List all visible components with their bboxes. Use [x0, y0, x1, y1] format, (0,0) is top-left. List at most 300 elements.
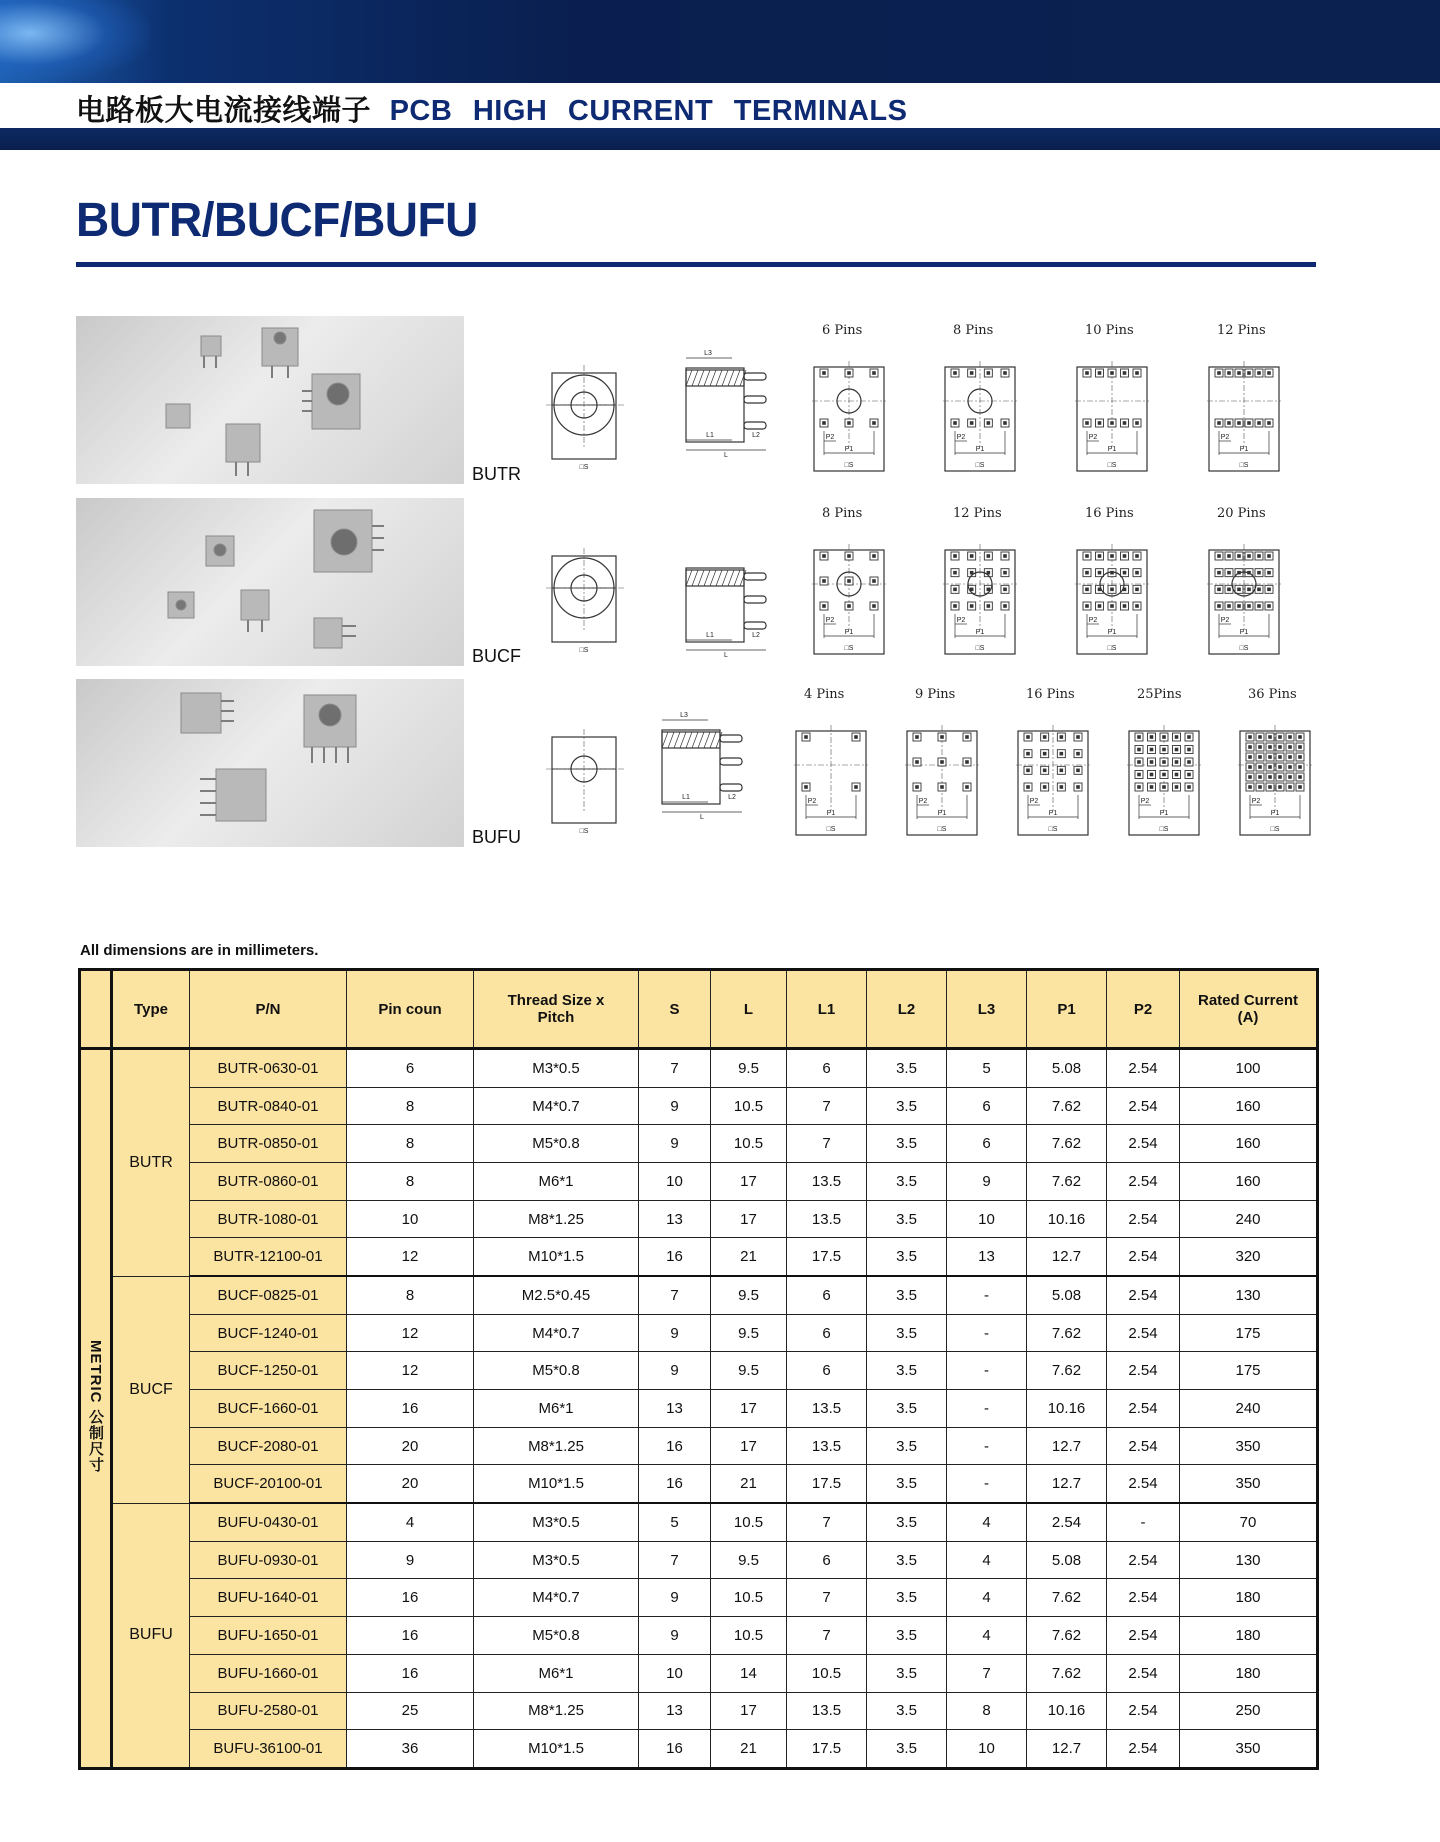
dim-p1-label: P1: [844, 446, 854, 453]
table-cell: 4: [947, 1541, 1027, 1579]
part-number-cell: BUTR-0630-01: [190, 1049, 347, 1088]
table-row: [80, 1200, 1318, 1238]
table-cell: 3.5: [867, 1276, 947, 1314]
table-cell: 6: [947, 1087, 1027, 1125]
table-cell: 9: [639, 1352, 711, 1390]
dim-s-label: □S: [579, 647, 589, 654]
table-cell: 12: [347, 1352, 474, 1390]
dim-s-label: □S: [844, 645, 854, 652]
dim-s-label: □S: [1239, 462, 1249, 469]
table-row: [80, 1465, 1318, 1503]
header-bottom-band: [0, 128, 1440, 150]
table-cell: 3.5: [867, 1200, 947, 1238]
table-cell: 17.5: [787, 1730, 867, 1769]
pin-layout-drawing: [1075, 357, 1149, 475]
table-cell: 13.5: [787, 1200, 867, 1238]
pin-layout-drawing: [943, 540, 1017, 658]
dim-p2-label: P2: [1029, 798, 1039, 805]
table-cell: 8: [347, 1125, 474, 1163]
dim-p1-label: P1: [1159, 810, 1169, 817]
table-cell: 350: [1180, 1427, 1318, 1465]
pin-layout-drawing: [1016, 721, 1090, 839]
part-number-cell: BUFU-1660-01: [190, 1654, 347, 1692]
table-cell: 3.5: [867, 1654, 947, 1692]
table-cell: 7: [787, 1503, 867, 1541]
dim-p1-label: P1: [1048, 810, 1058, 817]
table-cell: 2.54: [1107, 1049, 1180, 1088]
product-photo-bufu: [76, 679, 464, 847]
table-cell: 2.54: [1107, 1579, 1180, 1617]
dim-p1-label: P1: [1107, 446, 1117, 453]
dim-s-label: □S: [579, 464, 589, 471]
table-cell: 7.62: [1027, 1125, 1107, 1163]
table-cell: 7.62: [1027, 1654, 1107, 1692]
table-cell: -: [947, 1276, 1027, 1314]
table-cell: 10: [947, 1200, 1027, 1238]
table-cell: 2.54: [1107, 1352, 1180, 1390]
table-cell: 8: [347, 1163, 474, 1201]
table-header-row: [80, 970, 1318, 1049]
part-number-cell: BUFU-2580-01: [190, 1692, 347, 1730]
col-pin-count: Pin coun: [347, 970, 474, 1049]
table-cell: 10: [347, 1200, 474, 1238]
table-cell: 350: [1180, 1465, 1318, 1503]
dim-p1-label: P1: [826, 810, 836, 817]
table-cell: 10.5: [711, 1503, 787, 1541]
table-cell: 2.54: [1107, 1617, 1180, 1655]
table-cell: -: [947, 1314, 1027, 1352]
table-cell: 9.5: [711, 1314, 787, 1352]
table-cell: 3.5: [867, 1427, 947, 1465]
table-cell: 2.54: [1107, 1276, 1180, 1314]
part-number-cell: BUTR-0840-01: [190, 1087, 347, 1125]
table-cell: 16: [347, 1617, 474, 1655]
table-cell: M4*0.7: [474, 1087, 639, 1125]
table-cell: -: [947, 1427, 1027, 1465]
table-cell: 175: [1180, 1352, 1318, 1390]
table-cell: M10*1.5: [474, 1465, 639, 1503]
metric-label-cell: [80, 1049, 112, 1769]
table-row: [80, 1692, 1318, 1730]
table-row: [80, 1503, 1318, 1541]
table-cell: 2.54: [1107, 1730, 1180, 1769]
table-cell: 9: [639, 1087, 711, 1125]
pin-layout-drawing: [1207, 540, 1281, 658]
header-title-cn: 电路板大电流接线端子: [76, 95, 372, 127]
table-cell: 2.54: [1107, 1692, 1180, 1730]
pin-count-label: 10 Pins: [1085, 323, 1134, 338]
part-number-cell: BUCF-20100-01: [190, 1465, 347, 1503]
side-view-drawing: [680, 540, 776, 658]
table-cell: -: [947, 1465, 1027, 1503]
table-cell: 17: [711, 1692, 787, 1730]
col-l2: L2: [867, 970, 947, 1049]
table-cell: -: [947, 1352, 1027, 1390]
table-row: [80, 1163, 1318, 1201]
table-cell: 10.16: [1027, 1692, 1107, 1730]
table-cell: 13: [947, 1238, 1027, 1276]
dim-p1-label: P1: [844, 629, 854, 636]
table-cell: M4*0.7: [474, 1579, 639, 1617]
table-row: [80, 1541, 1318, 1579]
pin-count-label: 4 Pins: [804, 687, 845, 702]
table-cell: 16: [639, 1427, 711, 1465]
front-view-drawing: [546, 357, 626, 475]
table-cell: 7: [947, 1654, 1027, 1692]
table-cell: 16: [347, 1390, 474, 1428]
table-cell: 12.7: [1027, 1730, 1107, 1769]
table-cell: 2.54: [1107, 1541, 1180, 1579]
table-cell: 6: [787, 1276, 867, 1314]
table-cell: 10.5: [711, 1579, 787, 1617]
header-top-band: [0, 0, 1440, 83]
dim-s-label: □S: [1159, 826, 1169, 833]
table-cell: 9: [639, 1125, 711, 1163]
table-cell: 3.5: [867, 1579, 947, 1617]
table-cell: 8: [347, 1087, 474, 1125]
table-cell: 4: [947, 1579, 1027, 1617]
table-cell: 14: [711, 1654, 787, 1692]
table-cell: 3.5: [867, 1238, 947, 1276]
type-cell: BUTR: [112, 1049, 190, 1277]
table-cell: 13.5: [787, 1390, 867, 1428]
dim-p1-label: P1: [975, 446, 985, 453]
table-cell: 5.08: [1027, 1049, 1107, 1088]
table-cell: 3.5: [867, 1125, 947, 1163]
table-cell: M2.5*0.45: [474, 1276, 639, 1314]
table-cell: 13.5: [787, 1163, 867, 1201]
table-cell: 7.62: [1027, 1314, 1107, 1352]
table-cell: 2.54: [1107, 1314, 1180, 1352]
table-cell: 12: [347, 1238, 474, 1276]
product-label-butr: BUTR: [472, 464, 521, 484]
header-title: [76, 88, 907, 129]
dim-s-label: □S: [579, 828, 589, 835]
table-cell: 3.5: [867, 1314, 947, 1352]
table-cell: 5: [639, 1503, 711, 1541]
dim-s-label: □S: [1107, 645, 1117, 652]
table-cell: 9: [639, 1617, 711, 1655]
table-cell: 12.7: [1027, 1238, 1107, 1276]
table-cell: 4: [947, 1503, 1027, 1541]
table-cell: 7: [639, 1049, 711, 1088]
front-view-drawing: [546, 721, 626, 839]
product-label-bufu: BUFU: [472, 827, 521, 847]
dim-l3-label: L3: [680, 712, 688, 719]
table-cell: 17.5: [787, 1465, 867, 1503]
table-cell: 10: [639, 1163, 711, 1201]
dim-s-label: □S: [1270, 826, 1280, 833]
table-cell: 7: [639, 1276, 711, 1314]
table-cell: 21: [711, 1730, 787, 1769]
product-photo-butr: [76, 316, 464, 484]
table-cell: 3.5: [867, 1730, 947, 1769]
part-number-cell: BUFU-0430-01: [190, 1503, 347, 1541]
dim-s-label: □S: [1048, 826, 1058, 833]
table-cell: 9: [639, 1579, 711, 1617]
table-cell: 10.5: [711, 1617, 787, 1655]
pin-layout-drawing: [1207, 357, 1281, 475]
table-cell: 7: [787, 1125, 867, 1163]
table-cell: M3*0.5: [474, 1503, 639, 1541]
table-cell: 13.5: [787, 1427, 867, 1465]
table-cell: 10.5: [711, 1087, 787, 1125]
table-cell: 3.5: [867, 1617, 947, 1655]
table-cell: 180: [1180, 1654, 1318, 1692]
part-number-cell: BUTR-1080-01: [190, 1200, 347, 1238]
pin-layout-drawing: [1127, 721, 1201, 839]
table-cell: 17.5: [787, 1238, 867, 1276]
dim-s-label: □S: [975, 645, 985, 652]
table-cell: 6: [947, 1125, 1027, 1163]
table-cell: 13: [639, 1200, 711, 1238]
table-cell: 3.5: [867, 1049, 947, 1088]
table-cell: 9: [947, 1163, 1027, 1201]
side-view-drawing: [656, 702, 752, 820]
pin-layout-drawing: [905, 721, 979, 839]
part-number-cell: BUFU-1640-01: [190, 1579, 347, 1617]
pin-count-label: 8 Pins: [822, 506, 863, 521]
table-cell: 8: [347, 1276, 474, 1314]
table-cell: M5*0.8: [474, 1125, 639, 1163]
col-p1: P1: [1027, 970, 1107, 1049]
table-cell: 7: [787, 1617, 867, 1655]
table-cell: 17: [711, 1427, 787, 1465]
col-l3: L3: [947, 970, 1027, 1049]
table-cell: 9: [347, 1541, 474, 1579]
table-row: [80, 1314, 1318, 1352]
dim-p1-label: P1: [1270, 810, 1280, 817]
table-cell: 6: [347, 1049, 474, 1088]
table-cell: 17: [711, 1163, 787, 1201]
part-number-cell: BUCF-1250-01: [190, 1352, 347, 1390]
dimensions-note: All dimensions are in millimeters.: [80, 942, 319, 959]
pin-layout-drawing: [794, 721, 868, 839]
table-cell: 2.54: [1107, 1238, 1180, 1276]
table-cell: 3.5: [867, 1692, 947, 1730]
table-row: [80, 1427, 1318, 1465]
pin-count-label: 6 Pins: [822, 323, 863, 338]
dim-l-label: L: [724, 652, 728, 658]
table-cell: 3.5: [867, 1541, 947, 1579]
pin-count-label: 25Pins: [1137, 687, 1182, 702]
table-cell: M6*1: [474, 1163, 639, 1201]
table-cell: 13: [639, 1390, 711, 1428]
pin-count-label: 36 Pins: [1248, 687, 1297, 702]
dim-p1-label: P1: [937, 810, 947, 817]
table-cell: 12.7: [1027, 1465, 1107, 1503]
table-cell: 16: [347, 1654, 474, 1692]
table-cell: 7.62: [1027, 1617, 1107, 1655]
table-cell: 4: [947, 1617, 1027, 1655]
table-cell: 21: [711, 1465, 787, 1503]
table-cell: 6: [787, 1352, 867, 1390]
table-cell: 3.5: [867, 1087, 947, 1125]
dim-p1-label: P1: [1239, 629, 1249, 636]
table-cell: 2.54: [1107, 1087, 1180, 1125]
col-l: L: [711, 970, 787, 1049]
table-cell: 2.54: [1107, 1390, 1180, 1428]
table-cell: 7.62: [1027, 1579, 1107, 1617]
table-cell: 10: [639, 1654, 711, 1692]
table-cell: 7: [787, 1579, 867, 1617]
table-cell: 4: [347, 1503, 474, 1541]
pin-layout-drawing: [1238, 721, 1312, 839]
table-body: [80, 1049, 1318, 1769]
pin-layout-drawing: [1075, 540, 1149, 658]
table-row: [80, 1654, 1318, 1692]
table-cell: 240: [1180, 1200, 1318, 1238]
dim-s-label: □S: [1239, 645, 1249, 652]
table-row: [80, 1730, 1318, 1769]
col-l1: L1: [787, 970, 867, 1049]
part-number-cell: BUFU-0930-01: [190, 1541, 347, 1579]
table-cell: 175: [1180, 1314, 1318, 1352]
dim-s-label: □S: [826, 826, 836, 833]
dim-l1-label: L1: [706, 432, 714, 439]
dim-p2-label: P2: [807, 798, 817, 805]
part-number-cell: BUTR-0850-01: [190, 1125, 347, 1163]
table-cell: 12: [347, 1314, 474, 1352]
table-cell: 36: [347, 1730, 474, 1769]
part-number-cell: BUFU-36100-01: [190, 1730, 347, 1769]
table-cell: 350: [1180, 1730, 1318, 1769]
table-cell: 2.54: [1027, 1503, 1107, 1541]
header-glow-graphic: [0, 0, 150, 83]
table-cell: M6*1: [474, 1654, 639, 1692]
table-row: [80, 1238, 1318, 1276]
dim-s-label: □S: [937, 826, 947, 833]
pin-count-label: 9 Pins: [915, 687, 956, 702]
page-title: BUTR/BUCF/BUFU: [76, 191, 478, 247]
dim-l2-label: L2: [752, 432, 760, 439]
dim-l-label: L: [724, 452, 728, 458]
dim-l1-label: L1: [706, 632, 714, 639]
dim-l2-label: L2: [752, 632, 760, 639]
pin-layout-drawing: [943, 357, 1017, 475]
side-view-drawing: [680, 340, 776, 458]
type-cell: BUFU: [112, 1503, 190, 1768]
table-cell: 180: [1180, 1579, 1318, 1617]
table-cell: 7: [787, 1087, 867, 1125]
dim-l1-label: L1: [682, 794, 690, 801]
table-cell: M6*1: [474, 1390, 639, 1428]
col-type: Type: [112, 970, 190, 1049]
dim-p2-label: P2: [1220, 617, 1230, 624]
table-cell: 10.16: [1027, 1390, 1107, 1428]
dim-p2-label: P2: [1220, 434, 1230, 441]
metric-label: METRIC 公制尺寸: [87, 1340, 104, 1473]
dim-p2-label: P2: [918, 798, 928, 805]
table-cell: 17: [711, 1390, 787, 1428]
table-cell: M5*0.8: [474, 1352, 639, 1390]
part-number-cell: BUFU-1650-01: [190, 1617, 347, 1655]
col-pn: P/N: [190, 970, 347, 1049]
table-cell: 2.54: [1107, 1465, 1180, 1503]
table-cell: M10*1.5: [474, 1238, 639, 1276]
dim-l2-label: L2: [728, 794, 736, 801]
table-cell: -: [947, 1390, 1027, 1428]
table-cell: M10*1.5: [474, 1730, 639, 1769]
table-cell: 250: [1180, 1692, 1318, 1730]
metric-header: [80, 970, 112, 1049]
dim-p1-label: P1: [975, 629, 985, 636]
table-cell: -: [1107, 1503, 1180, 1541]
table-cell: 160: [1180, 1125, 1318, 1163]
table-cell: 2.54: [1107, 1125, 1180, 1163]
dim-p2-label: P2: [956, 434, 966, 441]
pin-count-label: 8 Pins: [953, 323, 994, 338]
dim-s-label: □S: [975, 462, 985, 469]
table-cell: 5.08: [1027, 1541, 1107, 1579]
table-cell: 10: [947, 1730, 1027, 1769]
dim-p2-label: P2: [1140, 798, 1150, 805]
front-view-drawing: [546, 540, 626, 658]
part-number-cell: BUCF-2080-01: [190, 1427, 347, 1465]
table-cell: M3*0.5: [474, 1049, 639, 1088]
table-cell: 5: [947, 1049, 1027, 1088]
col-rated-current: Rated Current (A): [1180, 970, 1318, 1049]
spec-table: [78, 968, 1319, 1770]
table-cell: 9.5: [711, 1352, 787, 1390]
table-cell: 100: [1180, 1049, 1318, 1088]
part-number-cell: BUCF-1240-01: [190, 1314, 347, 1352]
dim-p2-label: P2: [825, 434, 835, 441]
part-number-cell: BUCF-1660-01: [190, 1390, 347, 1428]
table-cell: 2.54: [1107, 1427, 1180, 1465]
table-cell: 16: [347, 1579, 474, 1617]
table-row: [80, 1049, 1318, 1088]
table-cell: 16: [639, 1730, 711, 1769]
table-row: [80, 1352, 1318, 1390]
part-number-cell: BUTR-12100-01: [190, 1238, 347, 1276]
table-row: [80, 1087, 1318, 1125]
table-cell: 16: [639, 1238, 711, 1276]
table-cell: 20: [347, 1465, 474, 1503]
table-cell: 9: [639, 1314, 711, 1352]
table-cell: 10.5: [787, 1654, 867, 1692]
dim-p2-label: P2: [956, 617, 966, 624]
table-cell: 25: [347, 1692, 474, 1730]
table-cell: 130: [1180, 1276, 1318, 1314]
pin-count-label: 16 Pins: [1026, 687, 1075, 702]
dim-s-label: □S: [1107, 462, 1117, 469]
type-cell: BUCF: [112, 1276, 190, 1503]
table-cell: 3.5: [867, 1163, 947, 1201]
table-cell: 7.62: [1027, 1163, 1107, 1201]
table-cell: 7: [639, 1541, 711, 1579]
table-cell: 320: [1180, 1238, 1318, 1276]
title-divider: [76, 262, 1316, 267]
table-row: [80, 1579, 1318, 1617]
table-cell: M4*0.7: [474, 1314, 639, 1352]
table-cell: M8*1.25: [474, 1200, 639, 1238]
table-cell: M5*0.8: [474, 1617, 639, 1655]
col-thread: Thread Size x Pitch: [474, 970, 639, 1049]
table-cell: 3.5: [867, 1390, 947, 1428]
part-number-cell: BUTR-0860-01: [190, 1163, 347, 1201]
dim-p2-label: P2: [1088, 434, 1098, 441]
table-row: [80, 1276, 1318, 1314]
table-cell: 5.08: [1027, 1276, 1107, 1314]
dim-p1-label: P1: [1239, 446, 1249, 453]
table-cell: 9.5: [711, 1049, 787, 1088]
table-cell: 70: [1180, 1503, 1318, 1541]
table-cell: 3.5: [867, 1465, 947, 1503]
table-cell: 3.5: [867, 1503, 947, 1541]
table-cell: 6: [787, 1049, 867, 1088]
table-cell: 2.54: [1107, 1654, 1180, 1692]
